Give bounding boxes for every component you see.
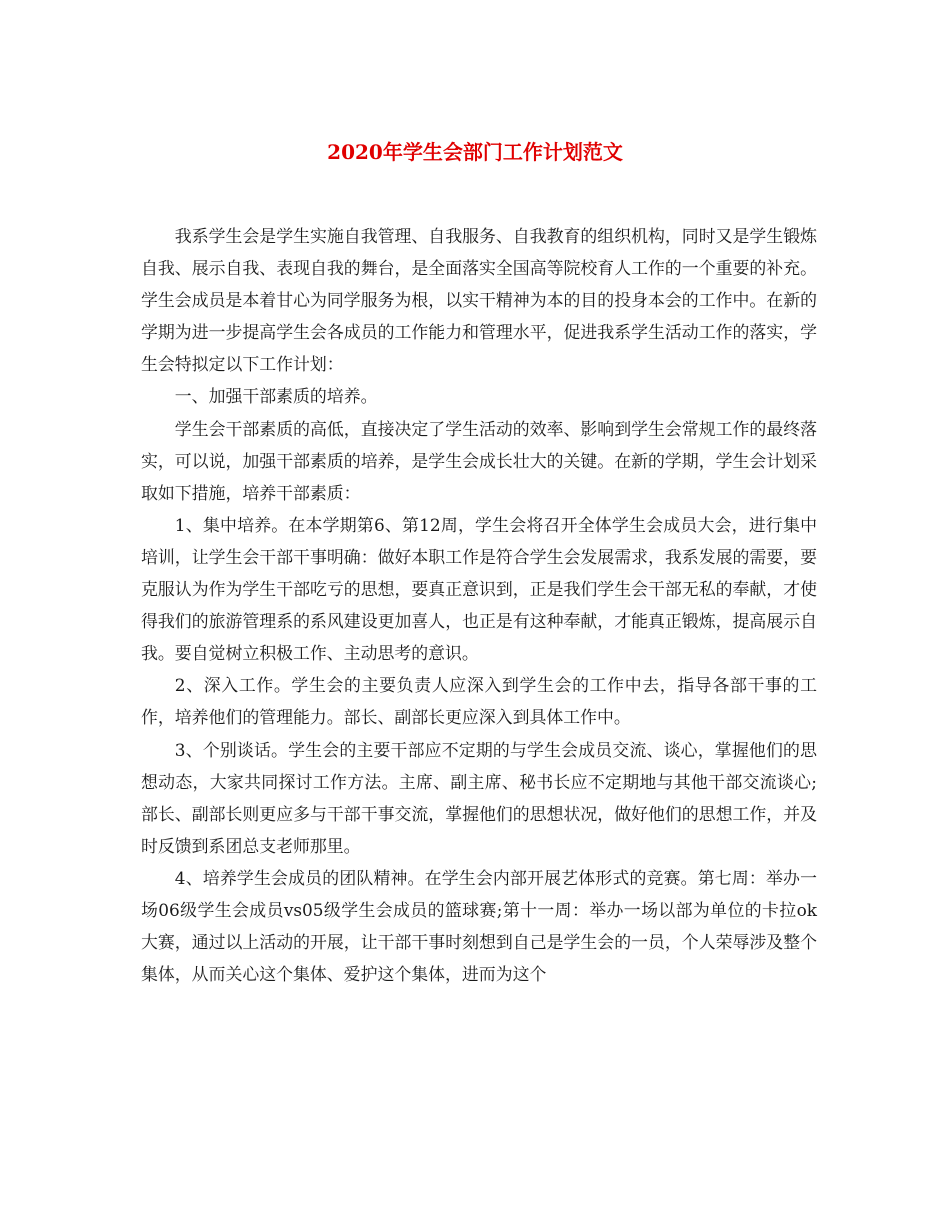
document-body (141, 220, 817, 990)
paragraph-item-1: 1、集中培养。在本学期第6、第12周，学生会将召开全体学生会成员大会，进行集中培训，让学生会干部干事明确：做好本职工作是符合学生会发展需求，我系发展的需要，要克服认为作为学生干部吃亏的思想，要真正意识到，正是我们学生会干部无私的奉献，才使得我们的旅游管理系的系风建设更加喜人，也正是有这种奉献，才能真正锻炼，提高展示自我。要自觉树立积极工作、主动思考的意识。 (141, 514, 817, 664)
paragraph-intro: 我系学生会是学生实施自我管理、自我服务、自我教育的组织机构，同时又是学生锻炼自我、展示自我、表现自我的舞台，是全面落实全国高等院校育人工作的一个重要的补充。学生会成员是本着甘心为同学服务为根，以实干精神为本的目的投身本会的工作中。在新的学期为进一步提高学生会各成员的工作能力和管理水平，促进我系学生活动工作的落实，学生会特拟定以下工作计划： (141, 226, 817, 375)
paragraph-item-2: 2、深入工作。学生会的主要负责人应深入到学生会的工作中去，指导各部干事的工作，培养他们的管理能力。部长、副部长更应深入到具体工作中。 (141, 675, 817, 728)
paragraph-item-4: 4、培养学生会成员的团队精神。在学生会内部开展艺体形式的竞赛。第七周：举办一场06级学生会成员vs05级学生会成员的篮球赛;第十一周：举办一场以部为单位的卡拉ok大赛，通过以上活动的开展，让干部干事时刻想到自己是学生会的一员，个人荣辱涉及整个集体，从而关心这个集体、爱护这个集体，进而为这个 (141, 867, 817, 985)
paragraph-section-1: 学生会干部素质的高低，直接决定了学生活动的效率、影响到学生会常规工作的最终落实，可以说，加强干部素质的培养，是学生会成长壮大的关键。在新的学期，学生会计划采取如下措施，培养干部素质： (141, 418, 817, 503)
section-heading-1: 一、加强干部素质的培养。 (174, 386, 378, 407)
document-title: 2020年学生会部门工作计划范文 (327, 140, 623, 164)
paragraph-item-3: 3、个别谈话。学生会的主要干部应不定期的与学生会成员交流、谈心，掌握他们的思想动态，大家共同探讨工作方法。主席、副主席、秘书长应不定期地与其他干部交流谈心;部长、副部长则更应多与干部干事交流，掌握他们的思想状况，做好他们的思想工作，并及时反馈到系团总支老师那里。 (141, 739, 817, 856)
